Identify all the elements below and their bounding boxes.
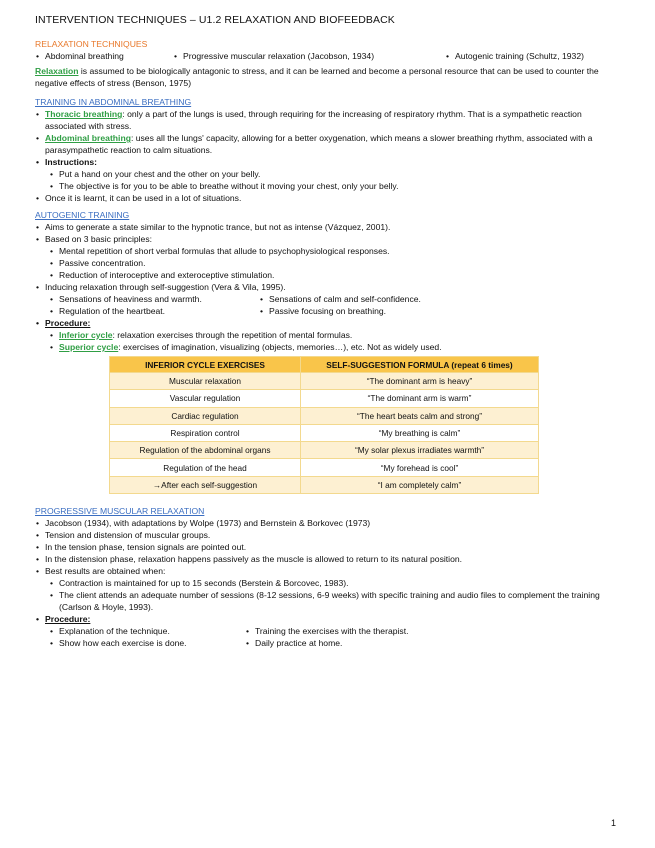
table-cell: Respiration control: [110, 424, 301, 441]
table-cell: “The dominant arm is heavy”: [301, 373, 539, 390]
superior-cycle-text: : exercises of imagination, visualizing (objects, memories…), etc. Not as widely used.: [118, 342, 442, 352]
list-item: • Put a hand on your chest and the other on your belly.: [49, 168, 620, 180]
pmr-list: [35, 517, 620, 577]
abdominal-term: Abdominal breathing: [45, 133, 131, 143]
table-row: [110, 373, 539, 390]
relaxation-intro: [35, 65, 620, 89]
table-row: [110, 476, 539, 493]
list-item: • Progressive muscular relaxation (Jacobson, 1934): [173, 50, 445, 62]
sensations-right: [259, 293, 469, 317]
list-item: • Best results are obtained when:: [35, 565, 620, 577]
list-item: • Jacobson (1934), with adaptations by Wolpe (1973) and Bernstein & Borkovec (1973): [35, 517, 620, 529]
table-row: [110, 424, 539, 441]
table-cell: “I am completely calm”: [301, 476, 539, 493]
list-item: • Abdominal breathing: [35, 50, 173, 62]
list-item: • In the tension phase, tension signals are pointed out.: [35, 541, 620, 553]
relaxation-term: Relaxation: [35, 66, 79, 76]
table-row: [110, 459, 539, 476]
list-item: [49, 329, 620, 341]
thoracic-term: Thoracic breathing: [45, 109, 123, 119]
procedure-right: [245, 625, 455, 649]
table-row: [110, 407, 539, 424]
list-item: • Mental repetition of short verbal formulas that allude to psychophysiological responses.: [49, 245, 620, 257]
relaxation-techniques-list: [35, 50, 620, 62]
list-item: • Passive focusing on breathing.: [259, 305, 469, 317]
table-header: INFERIOR CYCLE EXERCISES: [110, 357, 301, 373]
list-item: • Training the exercises with the therapist.: [245, 625, 455, 637]
table-row: [110, 442, 539, 459]
abdominal-text: : uses all the lungs' capacity, allowing for a better oxygenation, which means a slower breathing rhythm, associated with a parasympathetic reaction to calm situations.: [45, 133, 593, 155]
procedure-columns: [49, 625, 620, 649]
list-item: • Show how each exercise is done.: [49, 637, 245, 649]
results-list: [49, 577, 620, 613]
list-item: • Tension and distension of muscular groups.: [35, 529, 620, 541]
list-item: [35, 132, 620, 156]
abdominal-list: [35, 108, 620, 168]
procedure-label: • Procedure:: [35, 317, 620, 329]
autogenic-list: [35, 221, 620, 245]
thoracic-text: : only a part of the lungs is used, through requiring for the increasing of respiratory rhythm. That is a sympathetic reaction associated with stress.: [45, 109, 582, 131]
section-heading-abdominal: TRAINING IN ABDOMINAL BREATHING: [35, 97, 192, 107]
instructions-list: [49, 168, 620, 192]
list-item: • Contraction is maintained for up to 15 seconds (Berstein & Borcovec, 1983).: [49, 577, 620, 589]
autogenic-list-2: [35, 281, 620, 293]
abdominal-list-tail: [35, 192, 620, 204]
inferior-cycle-table: [109, 356, 539, 494]
inferior-cycle-text: : relaxation exercises through the repetition of mental formulas.: [112, 330, 353, 340]
autogenic-procedure: [35, 317, 620, 329]
page-number: 1: [611, 818, 617, 828]
table-cell: Regulation of the head: [110, 459, 301, 476]
list-item: • Reduction of interoceptive and exteroceptive stimulation.: [49, 269, 620, 281]
table-cell: “The heart beats calm and strong”: [301, 407, 539, 424]
table-cell: “My forehead is cool”: [301, 459, 539, 476]
list-item: • Explanation of the technique.: [49, 625, 245, 637]
cycle-list: [49, 329, 620, 353]
table-header-row: [110, 357, 539, 373]
list-item: • Aims to generate a state similar to the hypnotic trance, but not as intense (Vázquez, 2001).: [35, 221, 620, 233]
list-item: [35, 108, 620, 132]
table-cell: →After each self-suggestion: [110, 476, 301, 493]
table-cell: Muscular relaxation: [110, 373, 301, 390]
procedure-left: [49, 625, 245, 649]
table-cell: Vascular regulation: [110, 390, 301, 407]
table-cell: Cardiac regulation: [110, 407, 301, 424]
sensations-left: [49, 293, 259, 317]
section-heading-relaxation: RELAXATION TECHNIQUES: [35, 39, 148, 49]
list-item: [49, 341, 620, 353]
document-title: INTERVENTION TECHNIQUES – U1.2 RELAXATION AND BIOFEEDBACK: [35, 14, 395, 26]
principles-list: [49, 245, 620, 281]
table-cell: “My solar plexus irradiates warmth”: [301, 442, 539, 459]
relaxation-intro-text: is assumed to be biologically antagonic to stress, and it can be learned and become a personal resource that can be used to counter the negative effects of stress (Benson, 1975): [35, 66, 599, 88]
sensations-columns: [49, 293, 620, 317]
table-cell: “The dominant arm is warm”: [301, 390, 539, 407]
list-item: • Autogenic training (Schultz, 1932): [445, 50, 584, 62]
superior-cycle-term: Superior cycle: [59, 342, 119, 352]
list-item: • The objective is for you to be able to breathe without it moving your chest, only your belly.: [49, 180, 620, 192]
list-item: • Regulation of the heartbeat.: [49, 305, 259, 317]
table-cell: Regulation of the abdominal organs: [110, 442, 301, 459]
list-item: • Passive concentration.: [49, 257, 620, 269]
section-heading-pmr: PROGRESSIVE MUSCULAR RELAXATION: [35, 506, 205, 517]
list-item: • Instructions:: [35, 156, 620, 168]
list-item: • Daily practice at home.: [245, 637, 455, 649]
list-item: • Based on 3 basic principles:: [35, 233, 620, 245]
inferior-cycle-term: Inferior cycle: [59, 330, 113, 340]
list-item: • Sensations of heaviness and warmth.: [49, 293, 259, 305]
list-item: • Sensations of calm and self-confidence.: [259, 293, 469, 305]
list-item: • In the distension phase, relaxation happens passively as the muscle is allowed to return to its natural position.: [35, 553, 620, 565]
document-body: [35, 38, 620, 649]
table-row: [110, 390, 539, 407]
procedure-label: • Procedure:: [35, 613, 620, 625]
table-cell: “My breathing is calm”: [301, 424, 539, 441]
section-heading-autogenic: AUTOGENIC TRAINING: [35, 210, 130, 220]
list-item: • The client attends an adequate number of sessions (8-12 sessions, 6-9 weeks) with specific training and audio files to complement the training (Carlson & Hoyle, 1993).: [49, 589, 620, 613]
list-item: • Once it is learnt, it can be used in a lot of situations.: [35, 192, 620, 204]
pmr-procedure: [35, 613, 620, 625]
list-item: • Inducing relaxation through self-suggestion (Vera & Vila, 1995).: [35, 281, 620, 293]
table-header: SELF-SUGGESTION FORMULA (repeat 6 times): [301, 357, 539, 373]
